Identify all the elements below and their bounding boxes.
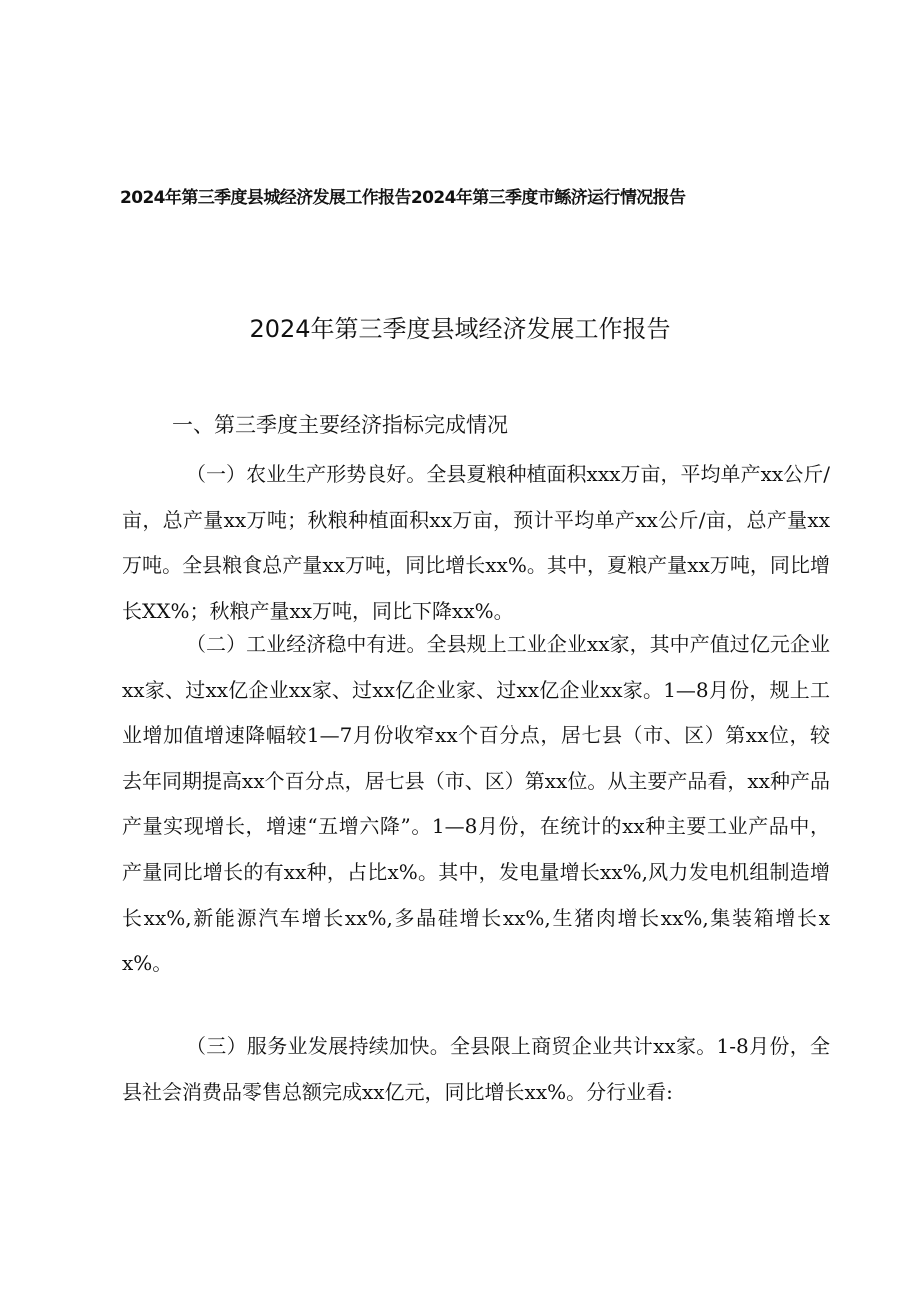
document-title: 2024年第三季度县域经济发展工作报告 xyxy=(249,315,671,343)
paragraph-industry: （二）工业经济稳中有进。全县规上工业企业xx家，其中产值过亿元企业xx家、过xx亿企业xx家、过xx亿企业家、过xx亿企业xx家。1—8月份，规上工业增加值增速降幅较1—7月份收窄xx个百分点，居七县（市、区）第xx位，较去年同期提高xx个百分点，居七县（市、区）第xx位。从主要产品看，xx种产品产量实现增长，增速“五增六降”。1—8月份，在统计的xx种主要工业产品中，产量同比增长的有xx种，占比x%。其中，发电量增长xx%,风力发电机组制造增长xx%,新能源汽车增长xx%,多晶硅增长xx%,生猪肉增长xx%,集装箱增长xx%。 xyxy=(122,632,830,976)
document-top-heading: 2024年第三季度县城经济发展工作报告2024年第三季度市鲧济运行情况报告 xyxy=(120,188,686,208)
paragraph-agriculture: （一）农业生产形势良好。全县夏粮种植面积xxx万亩，平均单产xx公斤/亩，总产量xx万吨；秋粮种植面积xx万亩，预计平均单产xx公斤/亩，总产量xx万吨。全县粮食总产量xx万吨，同比增长xx%。其中，夏粮产量xx万吨，同比增长XX%；秋粮产量xx万吨，同比下降xx%。 xyxy=(122,462,830,623)
section-heading: 一、第三季度主要经济指标完成情况 xyxy=(172,413,508,437)
paragraph-services: （三）服务业发展持续加快。全县限上商贸企业共计xx家。1-8月份，全县社会消费品零售总额完成xx亿元，同比增长xx%。分行业看: xyxy=(122,1034,830,1104)
